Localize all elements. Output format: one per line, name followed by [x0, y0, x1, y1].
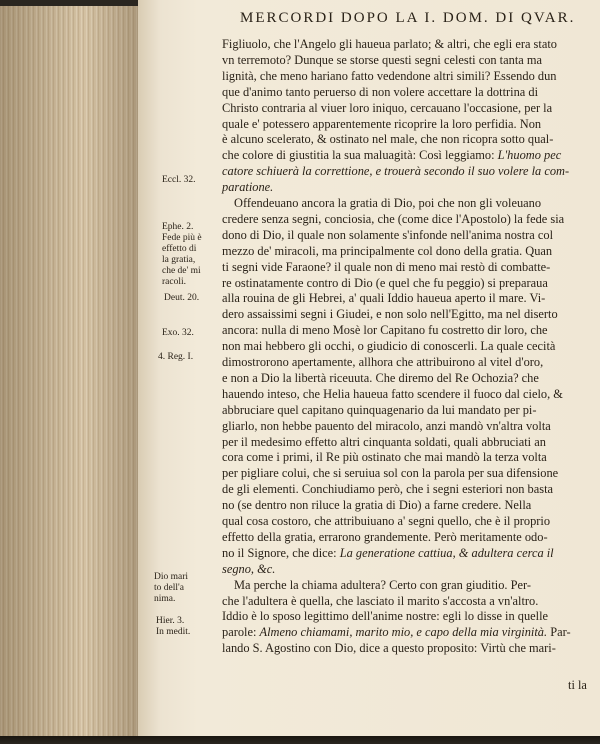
- margin-note: [164, 293, 199, 304]
- text-line-roman: que d'animo tanto peruerso di non volere accettare la dottrina di: [222, 84, 539, 99]
- text-line: [222, 482, 553, 497]
- margin-note-line: effetto di: [162, 244, 197, 254]
- text-line-roman: che colore di giustitia la sua maluagità: Così leggiamo:: [222, 148, 498, 163]
- running-head: MERCORDI DOPO LA I. DOM. DI QVAR.: [240, 10, 576, 26]
- text-line-roman: gliarlo, non hebbe pauento del miracolo, anzi mandò vn'altra volta: [222, 418, 551, 433]
- text-line: [222, 117, 541, 132]
- text-line-roman: ti segni vide Faraone? il quale non di meno mai restò di combatte-: [222, 259, 551, 274]
- margin-note-line: la gratia,: [162, 255, 196, 265]
- text-line-roman: per il medesimo effetto altri cinquanta soldati, quali abbruciati an: [222, 434, 546, 449]
- text-line-roman: alla rouina de gli Hebrei, a' quali Iddio haueua aperto il mare. Vi-: [222, 291, 546, 306]
- text-line-roman: effetto della gratia, errarono grandemente. Però meritamente odo-: [222, 529, 548, 544]
- text-line: [222, 625, 571, 640]
- text-line: [222, 498, 531, 513]
- text-line: [222, 403, 536, 418]
- text-line-roman: mezzo de' miracoli, ma principalmente col dono della gratia. Quan: [222, 243, 553, 258]
- text-line: [222, 180, 273, 195]
- text-line-roman: de gli elementi. Conchiudiamo però, che i segni esteriori non basta: [222, 482, 554, 497]
- margin-note-line: Exo. 32.: [162, 328, 194, 338]
- text-line-roman: è alcuno scelerato, & ostinato nel male, che non ricopra sotto qual-: [222, 132, 554, 147]
- text-line-italic: La generatione cattiua, & adultera cerca il: [339, 545, 554, 560]
- text-line-roman: no il Signore, che dice:: [222, 545, 340, 560]
- text-line: [222, 132, 553, 147]
- text-line: [222, 37, 557, 52]
- text-line-roman: Ma perche la chiama adultera? Certo con gran giuditio. Per-: [234, 577, 532, 592]
- margin-note-line: racoli.: [162, 277, 187, 287]
- text-line-roman: Christo contraria al viuer loro iniquo, cercauano l'occasione, per la: [222, 100, 553, 115]
- text-line-roman: Par-: [547, 625, 571, 640]
- text-line: [222, 546, 554, 561]
- margin-note: [154, 572, 188, 605]
- margin-note-line: In medit.: [156, 627, 191, 637]
- text-line: [222, 466, 558, 481]
- text-line-roman: qual cosa costoro, che attribuiuano a' segni quello, che è il proprio: [222, 514, 551, 528]
- text-line: [222, 450, 547, 465]
- text-line-roman: Offendeuano ancora la gratia di Dio, poi che non gli voleuano: [234, 196, 542, 210]
- text-line: [222, 291, 545, 306]
- margin-note-line: Dio mari: [154, 572, 189, 582]
- margin-note-line: nima.: [154, 594, 176, 604]
- catchword: ti la: [568, 678, 587, 692]
- text-line: [222, 307, 558, 322]
- margin-note-line: Ephe. 2.: [162, 222, 194, 232]
- margin-note-line: 4. Reg. I.: [158, 352, 194, 362]
- text-line: [222, 228, 553, 243]
- text-line: [222, 101, 552, 116]
- text-line: [222, 260, 550, 275]
- text-line-roman: parole:: [222, 625, 260, 640]
- text-line-roman: Iddio è lo sposo legittimo dell'anime nostre: egli lo disse in quelle: [222, 609, 549, 624]
- text-line-roman: dimostrorono apertamente, allhora che attribuirono al vitel d'oro,: [222, 355, 544, 369]
- text-line-italic: L'huomo pec: [497, 148, 562, 163]
- margin-note-line: Deut. 20.: [164, 293, 200, 303]
- text-line-italic: segno, &c.: [222, 561, 276, 576]
- margin-note-line: Hier. 3.: [156, 616, 185, 626]
- margin-note: [158, 352, 193, 363]
- text-line: [222, 641, 556, 656]
- text-line: [222, 562, 275, 577]
- text-line: [222, 164, 569, 179]
- text-line: [222, 53, 542, 68]
- text-line: [222, 212, 564, 227]
- text-line: [222, 371, 539, 386]
- book-page: [138, 0, 600, 744]
- text-line: [222, 419, 551, 434]
- text-line: [222, 85, 538, 100]
- text-line-italic: paratione.: [222, 180, 274, 195]
- text-line-roman: quale e' potessero apparentemente ricoprire la loro perfidia. Non: [222, 116, 542, 131]
- text-line: [234, 196, 541, 211]
- text-line-roman: Figliuolo, che l'Angelo gli haueua parlato; & altri, che egli era stato: [222, 37, 557, 51]
- text-line-italic: Almeno chiamami, marito mio, e capo della mia virginità.: [259, 625, 548, 640]
- text-line-roman: dero assaissimi segni i Giudei, e non solo nell'Egitto, ma nel diserto: [222, 307, 558, 322]
- text-line-roman: ancora: nulla di meno Mosè lor Capitano fu costretto dir loro, che: [222, 323, 548, 338]
- text-line: [222, 435, 546, 450]
- margin-note-line: Fede più è: [162, 233, 202, 243]
- text-line-roman: dono di Dio, il quale non solamente s'infonde nell'anima nostra col: [222, 227, 554, 242]
- text-line-roman: hauendo inteso, che Helia haueua fatto scendere il fuoco dal cielo, &: [222, 386, 563, 401]
- text-line: [222, 148, 561, 163]
- text-line: [222, 323, 548, 338]
- text-line: [222, 387, 563, 402]
- margin-note-line: Eccl. 32.: [162, 175, 196, 185]
- text-line-roman: che l'adultera è quella, che lasciato il marito s'accosta a vn'altro.: [222, 593, 539, 608]
- book-page-edges: [0, 6, 142, 744]
- text-line: [234, 578, 531, 593]
- text-line-roman: lignità, che meno hariano fatto vedendone altri simili? Essendo dun: [222, 68, 557, 83]
- text-line: [222, 69, 556, 84]
- text-line: [222, 514, 550, 529]
- text-line-roman: vn terremoto? Dunque se storse questi segni celesti con tanta ma: [222, 52, 542, 67]
- text-line-roman: e non a Dio la libertà riceuuta. Che diremo del Re Ochozia? che: [222, 370, 539, 385]
- text-line: [222, 339, 555, 354]
- text-line-roman: no (se dentro non riluce la gratia di Dio) a farne credere. Nella: [222, 498, 532, 513]
- text-line-roman: credere senza segni, conciosia, che (come dice l'Apostolo) la fede sia: [222, 211, 565, 226]
- text-line: [222, 609, 548, 624]
- margin-note: [162, 222, 202, 288]
- text-line: [222, 244, 552, 259]
- margin-note: [162, 175, 196, 186]
- text-line: [222, 276, 548, 291]
- text-line-roman: cora come i primi, il Re più ostinato che mai mandò la terza volta: [222, 450, 547, 465]
- text-line-roman: non mai hebbero gli occhi, o giudicio di conoscerli. La quale cecità: [222, 339, 556, 354]
- text-line: [222, 594, 538, 609]
- text-line-italic: catore schiuerà la correttione, e trouerà secondo il suo volere la com-: [222, 164, 570, 179]
- margin-note: [156, 616, 190, 638]
- text-line: [222, 530, 548, 545]
- text-line-roman: re ostinatamente contro di Dio (e quel che fu peggio) si preparaua: [222, 275, 548, 290]
- margin-note-line: to dell'a: [154, 583, 184, 593]
- margin-note: [162, 328, 194, 339]
- margin-note-line: che de' mi: [162, 266, 201, 276]
- text-line-roman: lando S. Agostino con Dio, dice a questo proposito: Virtù che mari-: [222, 641, 556, 656]
- text-line-roman: per pigliare colui, che si seruiua sol con la parola per sua difensione: [222, 466, 559, 481]
- text-line-roman: abbruciare quel capitano quinquagenario da lui mandato per pi-: [222, 402, 537, 417]
- bottom-shadow: [0, 736, 600, 744]
- text-line: [222, 355, 543, 370]
